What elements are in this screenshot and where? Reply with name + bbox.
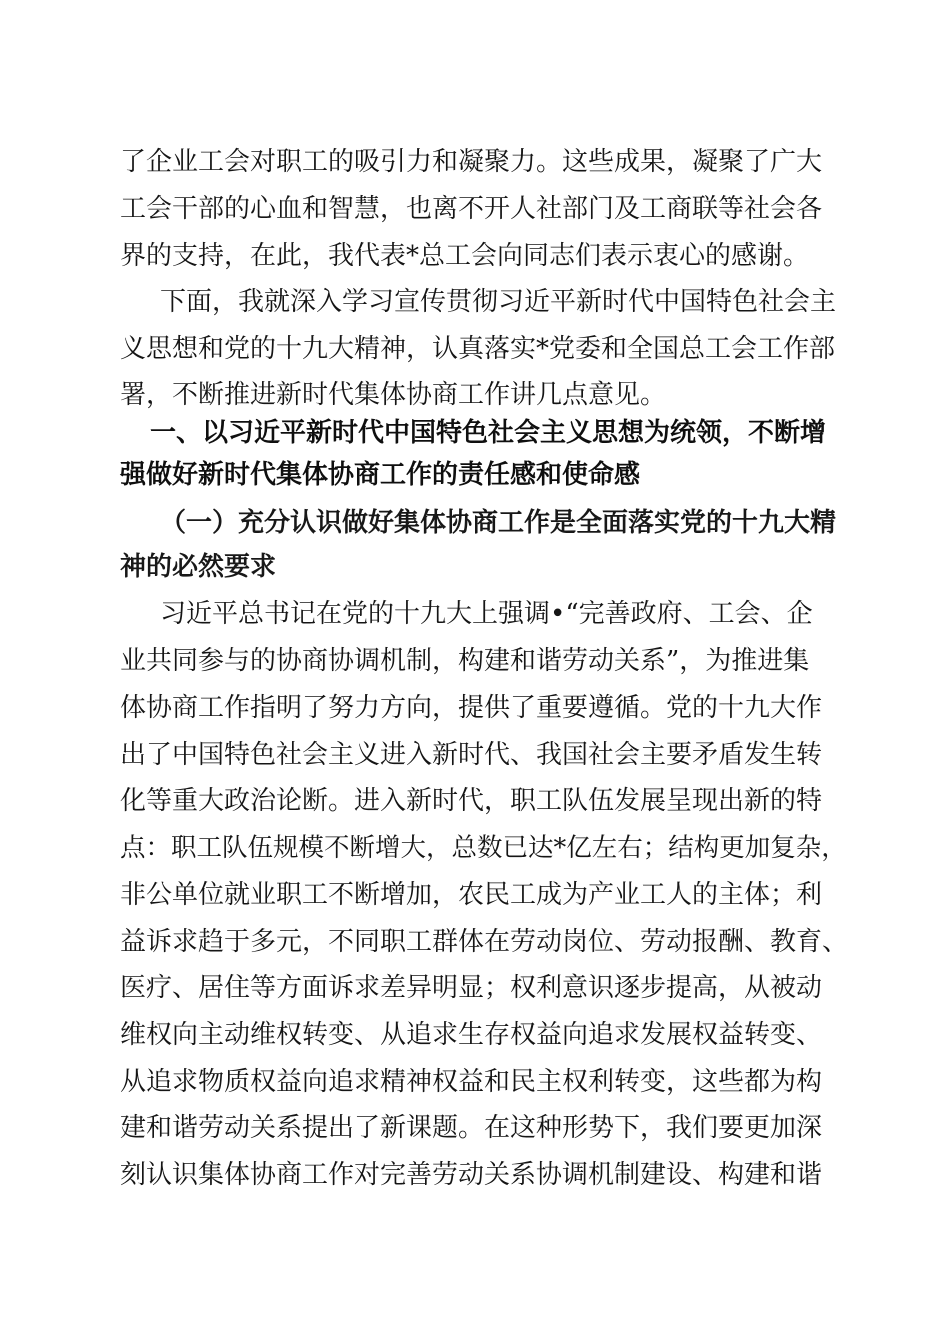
paragraph-body-line-1: 习近平总书记在党的十九大上强调•“完善政府、工会、企 [160,599,813,629]
paragraph-continuation-line-1: 了企业工会对职工的吸引力和凝聚力。这些成果，凝聚了广大 [120,147,823,177]
paragraph-intro-line-2: 义思想和党的十九大精神，认真落实*党委和全国总工会工作部 [120,334,836,364]
paragraph-body-line-4: 出了中国特色社会主义进入新时代、我国社会主要矛盾发生转 [120,740,823,770]
subsection-heading-line-1: （一）充分认识做好集体协商工作是全面落实党的十九大精 [160,508,837,538]
paragraph-body-line-2: 业共同参与的协商协调机制，构建和谐劳动关系”，为推进集 [120,646,810,676]
paragraph-body-line-3: 体协商工作指明了努力方向，提供了重要遵循。党的十九大作 [120,693,823,723]
paragraph-body-line-5: 化等重大政治论断。进入新时代，职工队伍发展呈现出新的特 [120,786,823,816]
paragraph-intro-line-1: 下面，我就深入学习宣传贯彻习近平新时代中国特色社会主 [160,287,837,317]
paragraph-intro-line-3: 署，不断推进新时代集体协商工作讲几点意见。 [120,380,667,410]
section-heading-line-1: 一、以习近平新时代中国特色社会主义思想为统领，不断增 [150,418,827,448]
section-heading-line-2: 强做好新时代集体协商工作的责任感和使命感 [120,460,641,490]
paragraph-body-line-8: 益诉求趋于多元，不同职工群体在劳动岗位、劳动报酬、教育、 [120,927,849,957]
subsection-heading-line-2: 神的必然要求 [120,552,277,582]
paragraph-continuation-line-2: 工会干部的心血和智慧，也离不开人社部门及工商联等社会各 [120,194,823,224]
paragraph-continuation-line-3: 界的支持，在此，我代表*总工会向同志们表示衷心的感谢。 [120,241,810,271]
paragraph-body-line-11: 从追求物质权益向追求精神权益和民主权利转变，这些都为构 [120,1067,823,1097]
paragraph-body-line-7: 非公单位就业职工不断增加，农民工成为产业工人的主体；利 [120,880,823,910]
paragraph-body-line-13: 刻认识集体协商工作对完善劳动关系协调机制建设、构建和谐 [120,1160,823,1190]
paragraph-body-line-12: 建和谐劳动关系提出了新课题。在这种形势下，我们要更加深 [120,1113,823,1143]
paragraph-body-line-6: 点：职工队伍规模不断增大，总数已达*亿左右；结构更加复杂， [120,833,847,863]
paragraph-body-line-9: 医疗、居住等方面诉求差异明显；权利意识逐步提高，从被动 [120,973,823,1003]
paragraph-body-line-10: 维权向主动维权转变、从追求生存权益向追求发展权益转变、 [120,1020,823,1050]
